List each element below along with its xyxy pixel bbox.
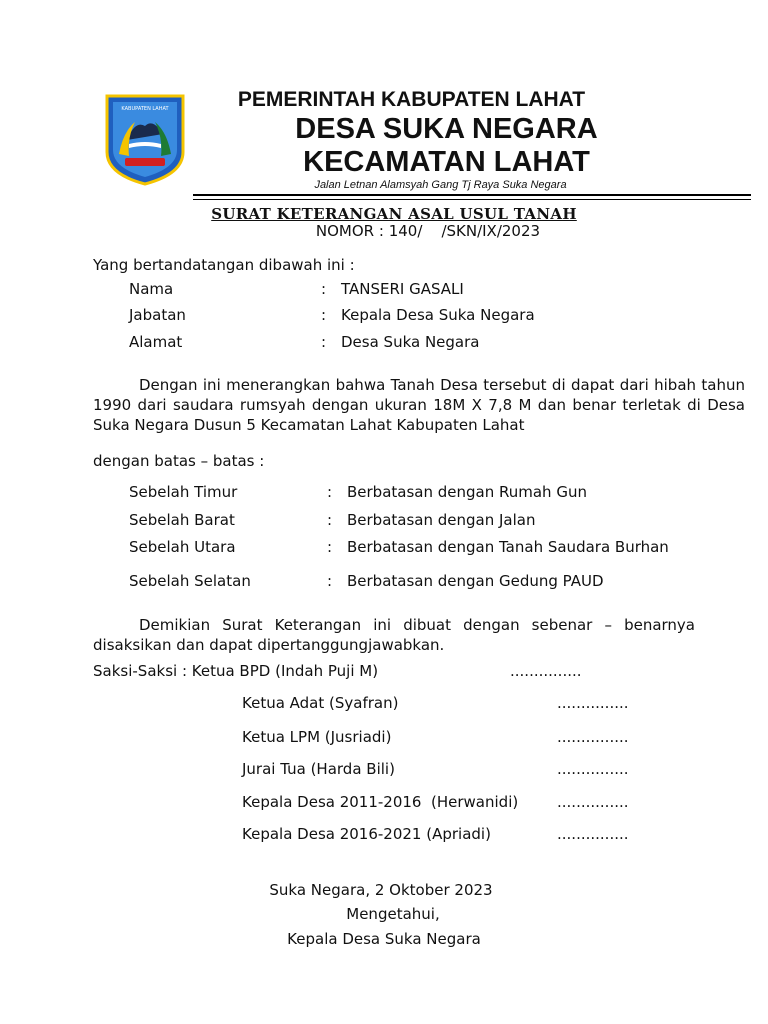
witness-name: Kepala Desa 2011-2016 (Herwanidi) — [242, 793, 519, 811]
signer-colon: : — [321, 280, 327, 298]
signer-colon: : — [321, 306, 327, 324]
header-address: Jalan Letnan Alamsyah Gang Tj Raya Suka Negara — [314, 179, 567, 191]
boundary-side: Sebelah Selatan — [129, 572, 251, 590]
document-title: SURAT KETERANGAN ASAL USUL TANAH — [211, 205, 577, 223]
signer-label: Alamat — [129, 333, 183, 351]
witness-signature-dots: ............... — [510, 662, 582, 680]
statement-text: Dengan ini menerangkan bahwa Tanah Desa tersebut di dapat dari hibah tahun 1990 dari saudara rumsyah dengan ukuran 18M X 7,8 M dan benar terletak di Desa Suka Negara Dusun 5 Kecamatan Lahat Kabupaten Lahat — [93, 376, 745, 434]
header-village: DESA SUKA NEGARA — [295, 113, 598, 145]
document-number: NOMOR : 140/ /SKN/IX/2023 — [315, 222, 541, 240]
signer-label: Nama — [129, 280, 174, 298]
acknowledged-label: Mengetahui, — [346, 905, 440, 923]
boundary-value: Berbatasan dengan Gedung PAUD — [347, 572, 604, 590]
signer-value: Desa Suka Negara — [341, 333, 480, 351]
boundary-colon: : — [327, 483, 333, 501]
place-date: Suka Negara, 2 Oktober 2023 — [269, 881, 493, 899]
boundary-colon: : — [327, 511, 333, 529]
boundary-colon: : — [327, 538, 333, 556]
intro-text: Yang bertandatangan dibawah ini : — [93, 256, 355, 274]
signer-value: TANSERI GASALI — [341, 280, 464, 298]
signer-label: Jabatan — [129, 306, 186, 324]
witness-signature-dots: ............... — [557, 825, 629, 843]
boundary-side: Sebelah Utara — [129, 538, 236, 556]
witness-signature-dots: ............... — [557, 728, 629, 746]
header-divider-thin — [193, 199, 751, 200]
statement-paragraph — [93, 375, 745, 435]
witness-name: Jurai Tua (Harda Bili) — [242, 760, 395, 778]
boundary-value: Berbatasan dengan Tanah Saudara Burhan — [347, 538, 669, 556]
witness-name: Ketua LPM (Jusriadi) — [242, 728, 392, 746]
boundary-colon: : — [327, 572, 333, 590]
signer-colon: : — [321, 333, 327, 351]
boundary-value: Berbatasan dengan Rumah Gun — [347, 483, 587, 501]
boundary-side: Sebelah Barat — [129, 511, 235, 529]
svg-text:KABUPATEN LAHAT: KABUPATEN LAHAT — [121, 106, 169, 112]
header-district: KECAMATAN LAHAT — [303, 146, 590, 178]
closing-paragraph — [93, 615, 695, 655]
header-government: PEMERINTAH KABUPATEN LAHAT — [237, 88, 586, 111]
boundaries-intro: dengan batas – batas : — [93, 452, 265, 470]
witnesses-label: Saksi-Saksi : Ketua BPD (Indah Puji M) — [93, 662, 379, 680]
witness-name: Kepala Desa 2016-2021 (Apriadi) — [242, 825, 491, 843]
witness-signature-dots: ............... — [557, 760, 629, 778]
signer-value: Kepala Desa Suka Negara — [341, 306, 535, 324]
witness-signature-dots: ............... — [557, 793, 629, 811]
boundary-value: Berbatasan dengan Jalan — [347, 511, 536, 529]
header-divider-thick — [193, 194, 751, 196]
witness-signature-dots: ............... — [557, 694, 629, 712]
closing-text: Demikian Surat Keterangan ini dibuat dengan sebenar – benarnya disaksikan dan dapat dipertanggungjawabkan. — [93, 616, 695, 654]
boundary-side: Sebelah Timur — [129, 483, 238, 501]
witness-name: Ketua Adat (Syafran) — [242, 694, 399, 712]
signer-position: Kepala Desa Suka Negara — [287, 930, 481, 948]
